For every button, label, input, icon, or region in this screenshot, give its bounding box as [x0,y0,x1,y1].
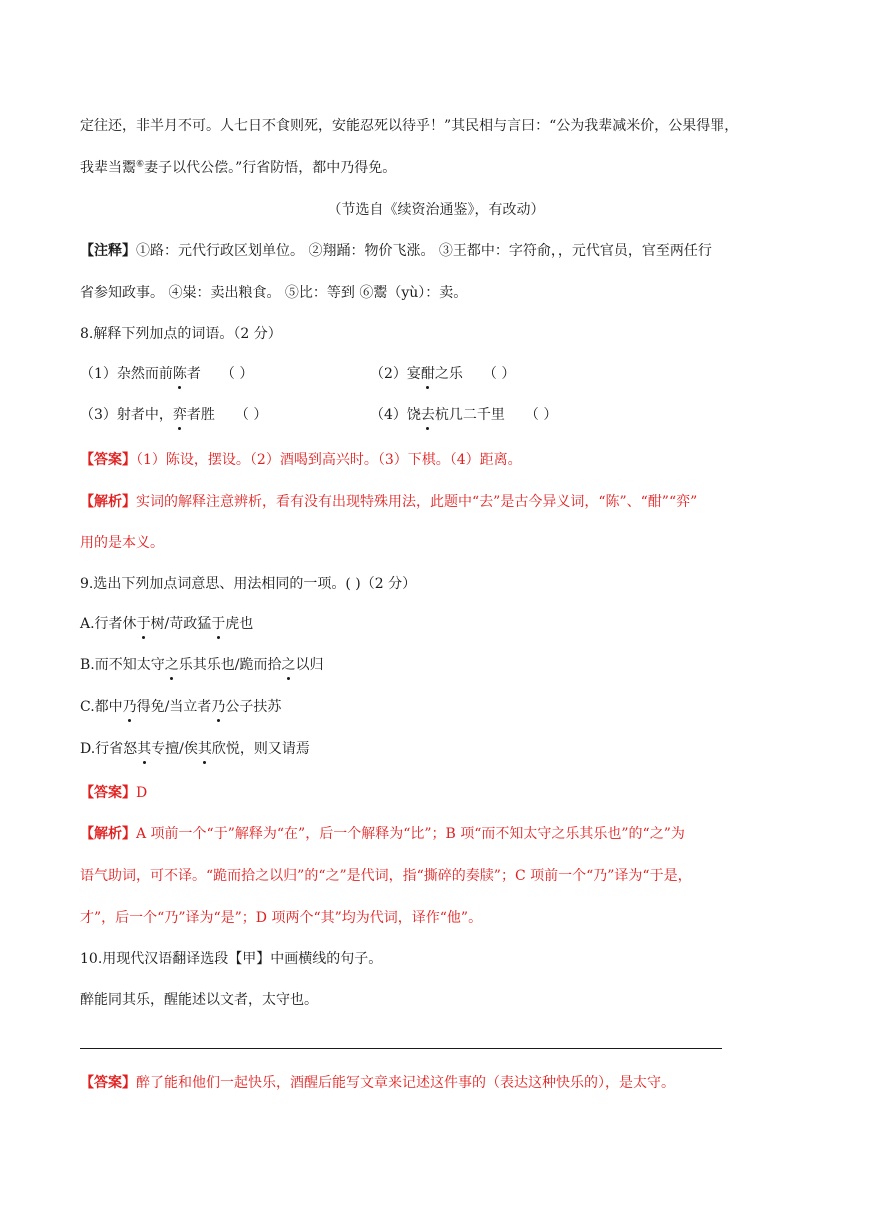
dotted-word: 于 [211,616,226,632]
question-9-option-b [80,655,323,675]
option-text: 树/苛政猛 [150,616,212,632]
answer-blank: （ ） [220,366,254,382]
notes-text: ①路：元代行政区划单位。 ②翔踊：物价飞涨。 ③王都中：字符俞，，元代官员，官至两任行 [136,243,712,259]
answer-blank: （ ） [234,407,268,423]
dotted-word: 乃 [122,699,137,715]
question-9-option-a [80,614,253,634]
answer-blank: （ ） [482,366,516,382]
option-text: D.行省怒 [80,741,138,757]
dotted-word: 其 [137,741,152,757]
answer-label: 【答案】 [80,1075,136,1091]
item-text: （1）杂然而前 [80,366,173,382]
option-text: 乐其乐也/跪而拾 [178,657,282,673]
answer-text: D [136,785,148,801]
dotted-word: 酣 [420,366,435,382]
item-text: 杭几二千里 [434,407,505,423]
item-text: 之乐 [434,366,463,382]
passage-text: 我辈当鬻 [80,160,136,176]
notes-label: 【注释】 [80,243,136,259]
question-9-stem: 9.选出下列加点词意思、用法相同的一项。( )（2 分） [80,576,417,592]
answer-line [80,1048,722,1049]
analysis-text: A 项前一个“于”解释为“在”，后一个解释为“比”；B 项“而不知太守之乐其乐也”的“之”为 [136,826,685,842]
footnote-marker: ⑥ [136,159,145,170]
dotted-word: 弈 [172,407,187,423]
question-8-item-1 [80,364,253,384]
option-text: 欣悦，则又请焉 [211,741,310,757]
option-text: 虎也 [225,616,254,632]
question-8-analysis-2: 用的是本义。 [80,535,164,551]
analysis-label: 【解析】 [80,494,136,510]
answer-label: 【答案】 [80,452,136,468]
option-text: 以归 [295,657,324,673]
question-8-item-4 [370,405,557,425]
option-text: B.而不知太守 [80,657,165,673]
analysis-text: 实词的解释注意辨析，看有没有出现特殊用法，此题中“去”是古今异义词，“陈”、“酣”“弈” [136,494,698,510]
item-text: （3）射者中， [80,407,173,423]
notes-line-2: 省参知政事。 ④粜：卖出粮食。 ⑤比：等到 ⑥鬻（yù）：卖。 [80,285,468,301]
item-text: 者 [186,366,201,382]
question-8-analysis-1 [80,492,697,512]
answer-text: （1）陈设，摆设。（2）酒喝到高兴时。（3）下棋。（4）距离。 [136,452,522,468]
analysis-label: 【解析】 [80,826,136,842]
item-text: （4）饶 [370,407,421,423]
option-text: 公子扶苏 [225,699,282,715]
dotted-word: 之 [164,657,179,673]
question-9-answer [80,783,147,803]
item-text: （2）宴 [370,366,421,382]
question-9-analysis-1 [80,824,685,844]
dotted-word: 于 [136,616,151,632]
question-8-item-2 [370,364,515,384]
question-8-item-3 [80,405,267,425]
question-9-analysis-2: 语气助词，可不译。“跪而拾之以归”的“之”是代词，指“撕碎的奏牍”；C 项前一个“乃”译为“于是， [80,868,692,884]
option-text: 得免/当立者 [136,699,212,715]
question-9-option-c [80,697,281,717]
answer-text: 醉了能和他们一起快乐，酒醒后能写文章来记述这件事的（表达这种快乐的），是太守。 [136,1075,675,1091]
dotted-word: 乃 [211,699,226,715]
question-10-answer [80,1073,675,1093]
notes-line-1 [80,241,712,261]
dotted-word: 其 [197,741,212,757]
option-text: C.都中 [80,699,123,715]
passage-source: （节选自《续资治通鉴》，有改动） [327,202,545,218]
item-text: 者胜 [186,407,215,423]
question-10-sentence: 醉能同其乐，醒能述以文者，太守也。 [80,992,318,1008]
passage-text: 妻子以代公偿。”行省防悟，都中乃得免。 [144,160,397,176]
question-8-stem: 8.解释下列加点的词语。（2 分） [80,326,282,342]
option-text: 专擅/俟 [151,741,198,757]
passage-line-1: 定往还，非半月不可。人七日不食则死，安能忍死以待乎！”其民相与言曰：“公为我辈减米价，公果得罪， [80,118,739,134]
dotted-word: 之 [281,657,296,673]
question-8-answer [80,450,522,470]
question-9-option-d [80,739,310,759]
dotted-word: 去 [420,407,435,423]
question-9-analysis-3: 才”，后一个“乃”译为“是”；D 项两个“其”均为代词，译作“他”。 [80,910,483,926]
question-10-stem: 10.用现代汉语翻译选段【甲】中画横线的句子。 [80,951,383,967]
answer-label: 【答案】 [80,785,136,801]
answer-blank: （ ） [524,407,558,423]
option-text: A.行者休 [80,616,137,632]
passage-line-2 [80,158,396,178]
dotted-word: 陈 [172,366,187,382]
